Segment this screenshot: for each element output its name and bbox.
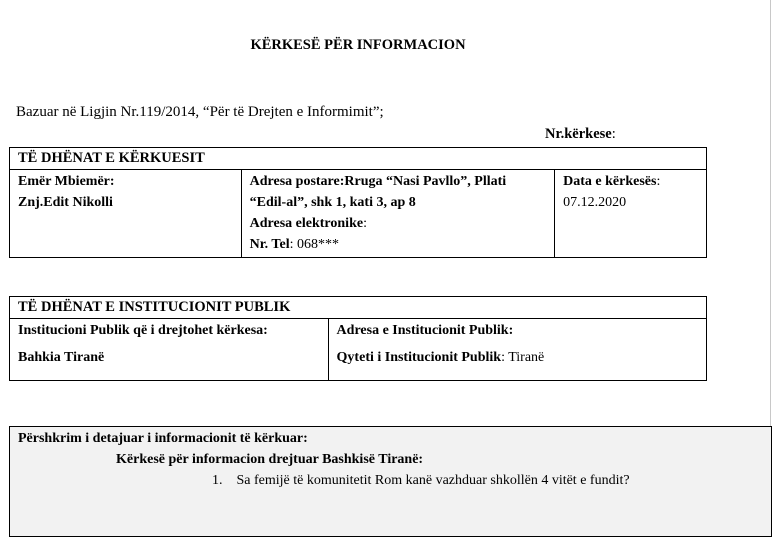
request-number-colon: : (611, 126, 616, 142)
postal-line1 (250, 171, 549, 192)
address-label: Adresa e Institucionit Publik: (336, 323, 514, 338)
institution-header: TË DHËNAT E INSTITUCIONIT PUBLIK (10, 297, 707, 319)
list-item (18, 470, 765, 491)
postal-value-line1: Rruga “Nasi Pavllo”, Pllati (344, 174, 507, 189)
tel-value: : 068*** (289, 237, 339, 252)
description-row (10, 427, 772, 537)
date-value: 07.12.2020 (563, 195, 627, 210)
intro-text: Bazuar në Ligjin Nr.119/2014, “Për të Drejten e Informimit”; (16, 104, 384, 120)
postal-label: Adresa postare: (249, 174, 345, 189)
requester-header-row (10, 148, 707, 170)
email-colon: : (363, 216, 367, 231)
request-number-label: Nr.kërkese (545, 126, 612, 142)
item-text: Sa femijë të komunitetit Rom kanë vazhduar shkollën 4 vitët e fundit? (236, 473, 630, 488)
requester-header: TË DHËNAT E KËRKUESIT (10, 148, 707, 170)
description-label: Përshkrim i detajuar i informacionit të kërkuar: (18, 431, 308, 446)
date-colon: : (656, 174, 661, 189)
requester-table (9, 147, 707, 258)
name-cell (10, 170, 242, 258)
date-line (563, 171, 700, 192)
institution-table (9, 296, 707, 381)
addressed-label: Institucioni Publik që i drejtohet kërkesa: (18, 323, 268, 338)
city-value: : Tiranë (501, 350, 545, 365)
institution-address-cell (328, 319, 706, 381)
name-label: Emër Mbiemër: (18, 174, 115, 189)
city-line (337, 347, 700, 368)
request-number (545, 126, 616, 143)
institution-data-row (10, 319, 707, 381)
description-table (9, 426, 772, 537)
institution-name-cell (10, 319, 329, 381)
tel-label: Nr. Tel (249, 237, 290, 252)
addressed-value: Bahkia Tiranë (18, 350, 105, 365)
requester-data-row (10, 170, 707, 258)
email-label: Adresa elektronike (249, 216, 364, 231)
description-subtitle: Kërkesë për informacion drejtuar Bashkisë Tiranë: (116, 452, 424, 467)
name-value: Znj.Edit Nikolli (18, 195, 113, 210)
description-cell (10, 427, 772, 537)
institution-header-row (10, 297, 707, 319)
address-cell (241, 170, 555, 258)
postal-value-line2: “Edil-al”, shk 1, kati 3, ap 8 (249, 195, 416, 210)
email-line (250, 213, 549, 234)
date-cell (555, 170, 707, 258)
document-title: KËRKESË PËR INFORMACION (250, 37, 466, 53)
date-label: Data e kërkesës (563, 174, 657, 189)
tel-line (250, 234, 549, 255)
item-number: 1. (212, 473, 223, 488)
city-label: Qyteti i Institucionit Publik (336, 350, 502, 365)
